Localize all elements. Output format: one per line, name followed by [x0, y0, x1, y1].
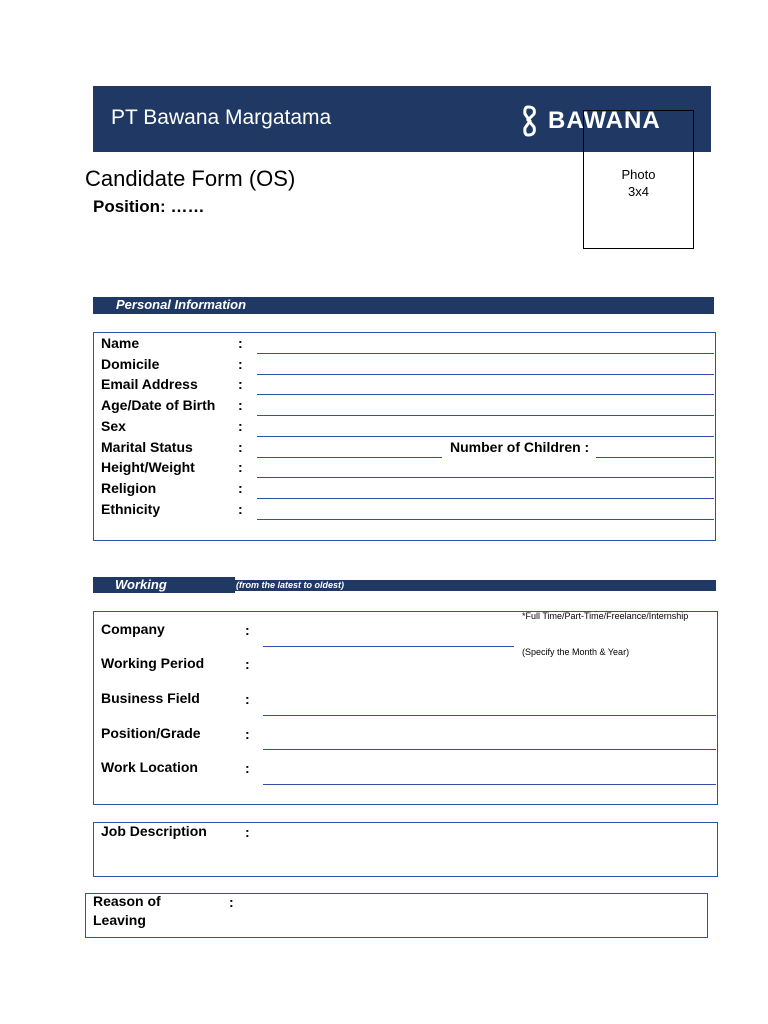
employment-type-note: *Full Time/Part-Time/Freelance/Internship [522, 611, 689, 621]
colon: : [238, 418, 243, 434]
personal-section-bar [93, 297, 714, 314]
number-of-children-field[interactable] [596, 457, 714, 458]
form-title: Candidate Form (OS) [85, 166, 296, 191]
colon: : [238, 376, 243, 392]
label-age-dob: Age/Date of Birth [101, 397, 216, 413]
reason-of-leaving-box[interactable] [85, 893, 708, 938]
label-business-field: Business Field [101, 690, 200, 706]
photo-label-line2: 3x4 [628, 184, 649, 199]
business-field-field[interactable] [263, 715, 716, 716]
experience-section-title-box [93, 577, 235, 607]
label-position-grade: Position/Grade [101, 725, 201, 741]
position-label: Position: …… [93, 197, 205, 216]
colon: : [229, 894, 234, 910]
experience-section-note: (from the latest to oldest) [236, 580, 345, 590]
experience-section-title: Working Experience [115, 577, 185, 607]
position-grade-field[interactable] [263, 749, 716, 750]
company-name: PT Bawana Margatama [111, 106, 332, 129]
personal-section-title: Personal Information [116, 297, 247, 312]
religion-field[interactable] [257, 498, 714, 499]
colon: : [238, 439, 243, 455]
colon: : [238, 459, 243, 475]
label-company: Company [101, 621, 165, 637]
label-sex: Sex [101, 418, 126, 434]
domicile-field[interactable] [257, 374, 714, 375]
label-job-description: Job Description [101, 823, 207, 839]
period-note: (Specify the Month & Year) [522, 647, 630, 657]
label-marital-status: Marital Status [101, 439, 193, 455]
label-number-of-children: Number of Children : [450, 439, 590, 455]
colon: : [245, 656, 250, 672]
email-field[interactable] [257, 394, 714, 395]
bawana-logo-icon [522, 104, 544, 138]
photo-box[interactable] [583, 110, 694, 249]
height-weight-field[interactable] [257, 477, 714, 478]
colon: : [238, 335, 243, 351]
label-reason-line2: Leaving [93, 912, 146, 928]
name-field[interactable] [257, 353, 714, 354]
work-location-field[interactable] [263, 784, 716, 785]
age-dob-field[interactable] [257, 415, 714, 416]
colon: : [245, 622, 250, 638]
label-height-weight: Height/Weight [101, 459, 195, 475]
label-reason-line1: Reason of [93, 893, 161, 909]
label-working-period: Working Period [101, 655, 205, 671]
company-field[interactable] [263, 646, 514, 647]
ethnicity-field[interactable] [257, 519, 714, 520]
label-religion: Religion [101, 480, 157, 496]
logo-text: BAWANA [548, 107, 661, 134]
marital-status-field[interactable] [257, 457, 442, 458]
label-ethnicity: Ethnicity [101, 501, 161, 517]
label-work-location: Work Location [101, 759, 198, 775]
colon: : [245, 760, 250, 776]
colon: : [245, 726, 250, 742]
colon: : [245, 691, 250, 707]
label-email: Email Address [101, 376, 198, 392]
colon: : [245, 824, 250, 840]
photo-label-line1: Photo [621, 167, 656, 182]
colon: : [238, 501, 243, 517]
sex-field[interactable] [257, 436, 714, 437]
colon: : [238, 480, 243, 496]
colon: : [238, 356, 243, 372]
colon: : [238, 397, 243, 413]
experience-box [93, 611, 718, 805]
label-domicile: Domicile [101, 356, 160, 372]
label-name: Name [101, 335, 140, 351]
